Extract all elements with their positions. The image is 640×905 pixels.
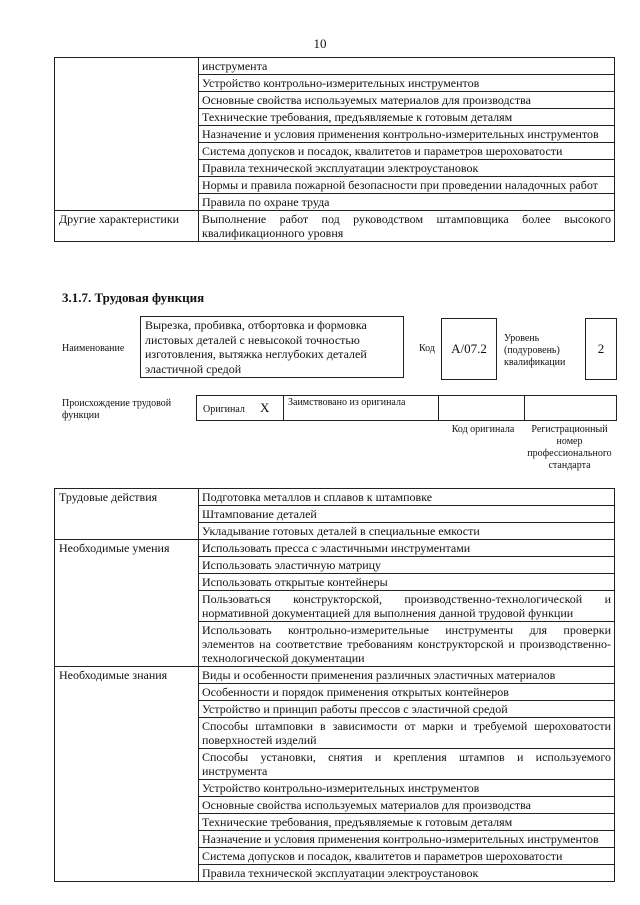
code-original-label: Код оригинала (451, 424, 515, 435)
list-item: Технические требования, предъявляемые к готовым деталям (199, 814, 615, 831)
original-mark: X (260, 400, 270, 415)
list-item: Назначение и условия применения контрольно-измерительных инструментов (199, 126, 615, 143)
code-box (441, 318, 497, 380)
function-name-value: Вырезка, пробивка, отбортовка и формовка листовых деталей с невысокой точностью изготовления, вытяжка неглубоких деталей эластичной средой (145, 318, 367, 376)
other-characteristics-value: Выполнение работ под руководством штамповщика более высокого квалификационного уровня (199, 211, 615, 242)
level-box (585, 318, 617, 380)
labor-actions-label: Трудовые действия (55, 489, 199, 540)
knowledge-table-continued (54, 57, 615, 242)
section-title: 3.1.7. Трудовая функция (62, 290, 205, 305)
list-item: инструмента (199, 58, 615, 75)
list-item: Устройство контрольно-измерительных инструментов (199, 780, 615, 797)
original-cell (197, 396, 284, 420)
list-item: Виды и особенности применения различных эластичных материалов (199, 667, 615, 684)
list-item: Способы установки, снятия и крепления штампов и используемого инструмента (199, 749, 615, 780)
origin-label: Происхождение трудовой функции (62, 398, 172, 421)
level-label: Уровень (подуровень) квалификации (504, 333, 566, 368)
borrowed-cell (283, 396, 439, 420)
page-number: 10 (313, 36, 327, 51)
list-item: Назначение и условия применения контрольно-измерительных инструментов (199, 831, 615, 848)
list-item: Пользоваться конструкторской, производственно-технологической и нормативной документацией для выполнения данной трудовой функции (199, 591, 615, 622)
list-item: Устройство контрольно-измерительных инструментов (199, 75, 615, 92)
list-item: Подготовка металлов и сплавов к штамповке (199, 489, 615, 506)
list-item: Технические требования, предъявляемые к готовым деталям (199, 109, 615, 126)
level-value: 2 (597, 341, 605, 356)
code-original-cell (438, 396, 525, 420)
name-label: Наименование (62, 343, 125, 354)
list-item: Особенности и порядок применения открытых контейнеров (199, 684, 615, 701)
knowledge-label: Необходимые знания (55, 667, 199, 882)
list-item: Способы штамповки в зависимости от марки и требуемой шероховатости поверхностей изделий (199, 718, 615, 749)
list-item: Использовать контрольно-измерительные инструменты для проверки элементов на соответствие требованиям конструкторской и производственно-технологической документации (199, 622, 615, 667)
origin-box (196, 395, 617, 421)
list-item: Использовать эластичную матрицу (199, 557, 615, 574)
function-name-box (140, 316, 404, 378)
list-item: Система допусков и посадок, квалитетов и параметров шероховатости (199, 848, 615, 865)
labor-function-table (54, 488, 615, 882)
list-item: Устройство и принцип работы прессов с эластичной средой (199, 701, 615, 718)
other-characteristics-label: Другие характеристики (55, 211, 199, 242)
code-label: Код (419, 343, 435, 354)
reg-number-cell (524, 396, 616, 420)
code-value: А/07.2 (451, 341, 487, 356)
list-item: Укладывание готовых деталей в специальные емкости (199, 523, 615, 540)
original-label: Оригинал (203, 404, 245, 415)
borrowed-label: Заимствовано из оригинала (288, 397, 406, 408)
list-item: Правила технической эксплуатации электроустановок (199, 160, 615, 177)
list-item: Использовать пресса с эластичными инструментами (199, 540, 615, 557)
list-item: Основные свойства используемых материалов для производства (199, 92, 615, 109)
list-item: Нормы и правила пожарной безопасности при проведении наладочных работ (199, 177, 615, 194)
label-cell-empty (55, 58, 199, 211)
list-item: Правила технической эксплуатации электроустановок (199, 865, 615, 882)
list-item: Основные свойства используемых материалов для производства (199, 797, 615, 814)
list-item: Штампование деталей (199, 506, 615, 523)
skills-label: Необходимые умения (55, 540, 199, 667)
list-item: Правила по охране труда (199, 194, 615, 211)
reg-number-label: Регистрационный номер профессионального стандарта (527, 424, 612, 471)
list-item: Система допусков и посадок, квалитетов и параметров шероховатости (199, 143, 615, 160)
list-item: Использовать открытые контейнеры (199, 574, 615, 591)
